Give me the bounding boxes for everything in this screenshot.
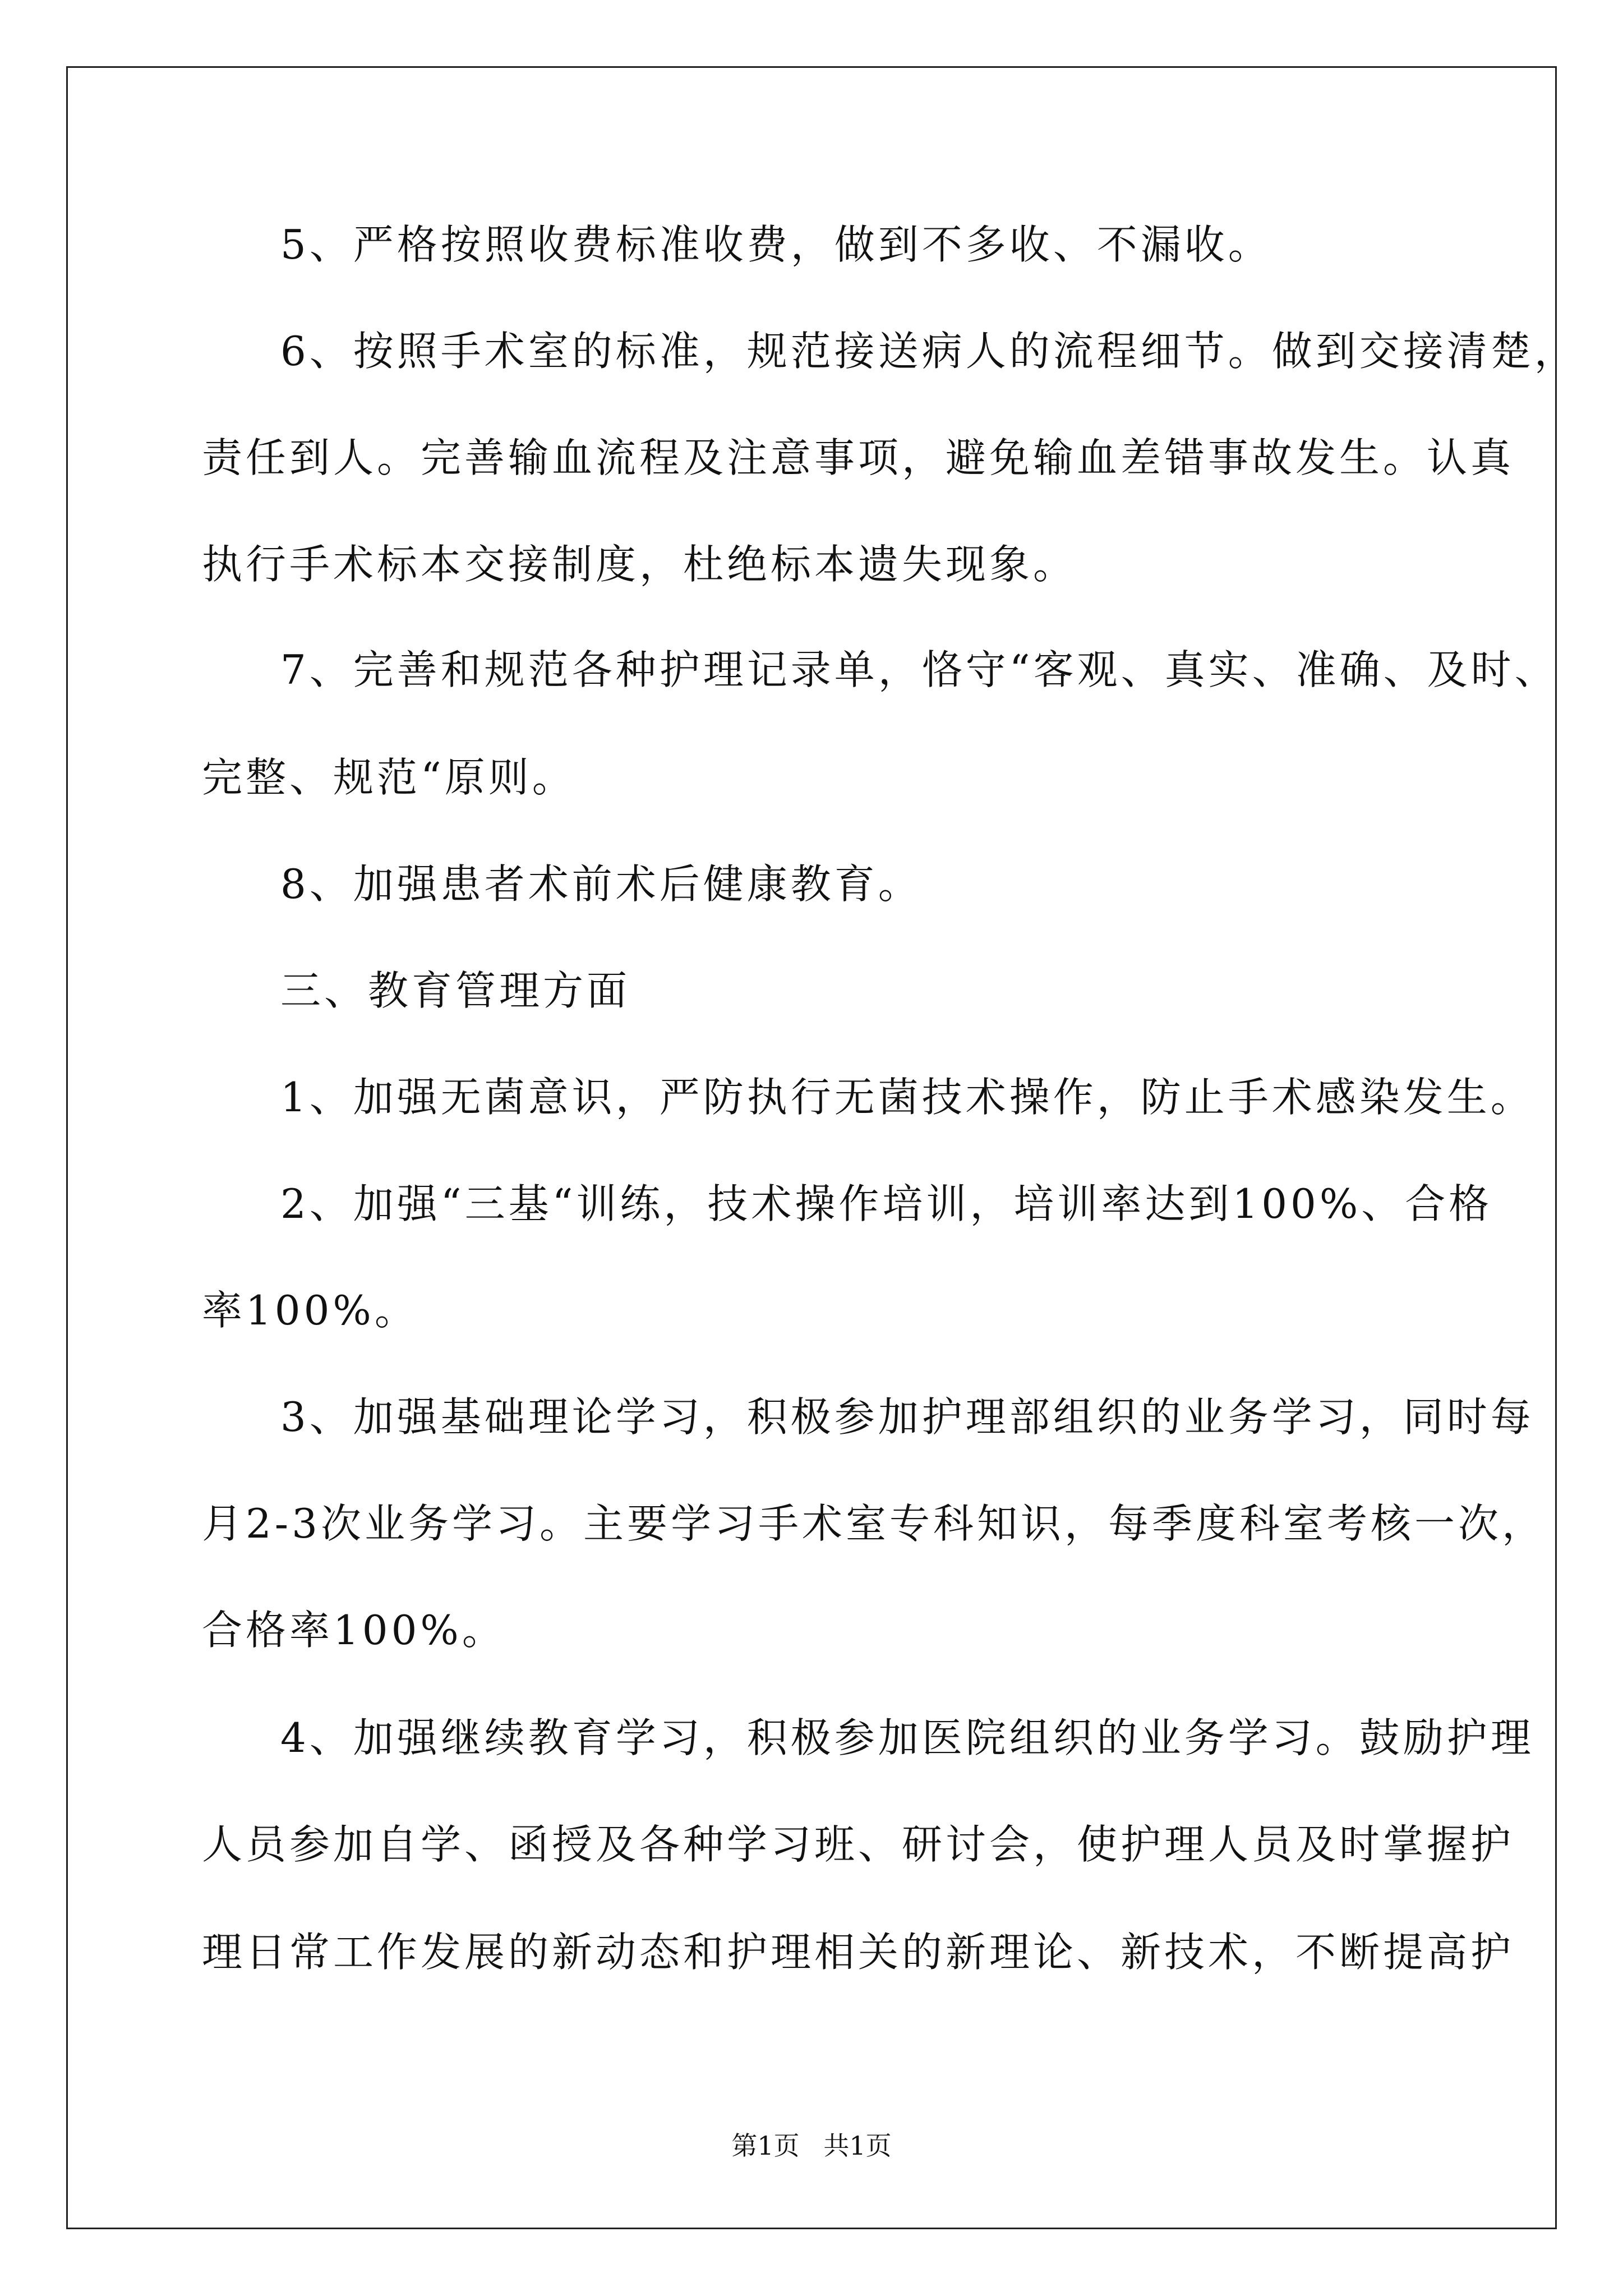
paragraph-line: 6、按照手术室的标准，规范接送病人的流程细节。做到交接清楚，	[280, 328, 1578, 375]
section-heading: 三、教育管理方面	[280, 967, 631, 1014]
page-border	[66, 66, 1557, 2229]
paragraph-line: 5、严格按照收费标准收费，做到不多收、不漏收。	[280, 221, 1272, 268]
paragraph-line: 4、加强继续教育学习，积极参加医院组织的业务学习。鼓励护理	[280, 1714, 1534, 1761]
paragraph-line: 1、加强无菌意识，严防执行无菌技术操作，防止手术感染发生。	[280, 1074, 1534, 1121]
page-footer	[0, 2132, 1623, 2160]
paragraph-line: 完整、规范“原则。	[202, 754, 576, 801]
paragraph-line: 合格率100%。	[202, 1607, 506, 1654]
paragraph-line: 月2-3次业务学习。主要学习手术室专科知识，每季度科室考核一次，	[202, 1500, 1546, 1547]
page-total: 共1页	[823, 2131, 892, 2161]
paragraph-line: 责任到人。完善输血流程及注意事项，避免输血差错事故发生。认真	[202, 434, 1515, 481]
paragraph-line: 8、加强患者术前术后健康教育。	[280, 861, 922, 908]
paragraph-line: 人员参加自学、函授及各种学习班、研讨会，使护理人员及时掌握护	[202, 1821, 1515, 1868]
page-number: 第1页	[731, 2131, 800, 2161]
paragraph-line: 理日常工作发展的新动态和护理相关的新理论、新技术，不断提高护	[202, 1929, 1515, 1976]
paragraph-line: 执行手术标本交接制度，杜绝标本遗失现象。	[202, 541, 1077, 588]
paragraph-line: 2、加强“三基“训练，技术操作培训，培训率达到100%、合格	[280, 1180, 1493, 1227]
paragraph-line: 7、完善和规范各种护理记录单，恪守“客观、真实、准确、及时、	[280, 646, 1559, 693]
paragraph-line: 3、加强基础理论学习，积极参加护理部组织的业务学习，同时每	[280, 1393, 1534, 1441]
paragraph-line: 率100%。	[202, 1287, 418, 1334]
